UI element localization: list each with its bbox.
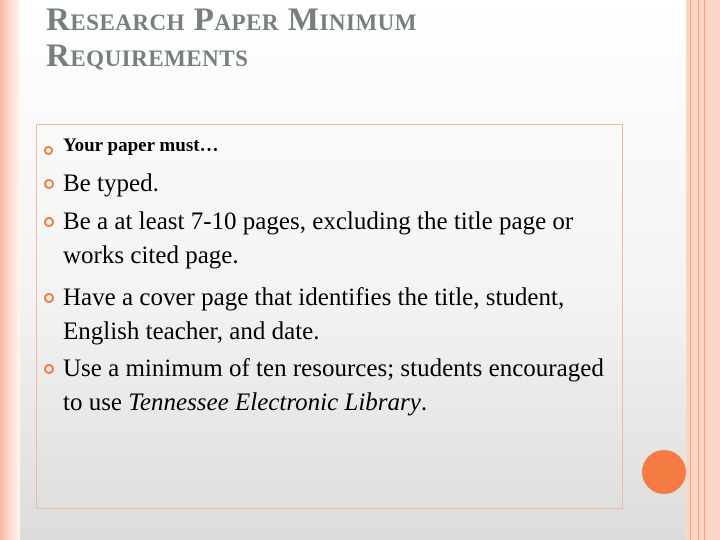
bullet-item	[44, 281, 624, 349]
bullet-circle-icon	[44, 217, 54, 227]
bullet-text-part: .	[420, 389, 428, 416]
band-line	[704, 0, 705, 540]
bullet-text	[63, 352, 624, 420]
bullet-circle-icon	[44, 146, 53, 155]
bullet-text: Have a cover page that identifies the title, student, English teacher, and date.	[63, 284, 565, 345]
bullet-circle-icon	[44, 179, 54, 189]
title-line-2: Requirements	[46, 38, 249, 74]
decorative-circle	[642, 450, 686, 494]
band-line	[690, 0, 691, 540]
bullet-text-part: Use a minimum of ten resources; students encouraged to use	[63, 355, 604, 416]
bullet-item	[44, 167, 624, 201]
library-name: Tennessee Electronic Library	[128, 389, 421, 416]
bullet-text: Be a at least 7-10 pages, excluding the title page or works cited page.	[63, 208, 574, 269]
left-decorative-band	[0, 0, 20, 540]
bullet-item	[44, 134, 219, 158]
band-line	[698, 0, 699, 540]
bullet-circle-icon	[44, 364, 54, 374]
bullet-item	[44, 205, 624, 273]
right-decorative-band	[686, 0, 720, 540]
bullet-text: Be typed.	[63, 170, 159, 197]
bullet-text: Your paper must…	[63, 135, 219, 156]
slide-title	[46, 2, 666, 74]
bullet-item	[44, 352, 624, 420]
bullet-circle-icon	[44, 293, 54, 303]
title-line-1: Research Paper Minimum	[46, 2, 417, 38]
